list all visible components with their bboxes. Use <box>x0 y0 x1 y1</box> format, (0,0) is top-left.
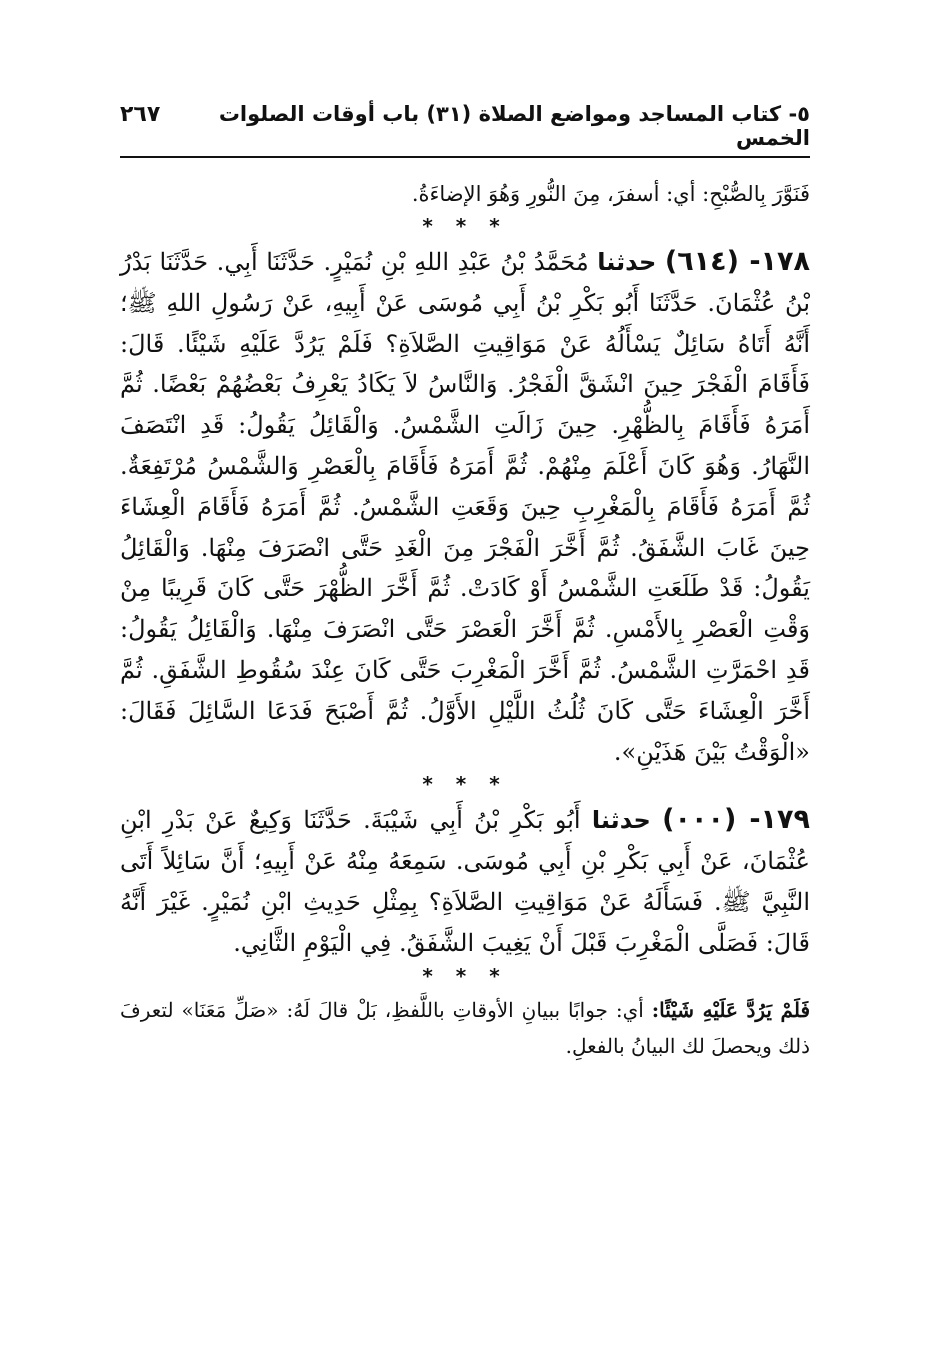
hadith-number: ١٧٩- (٠٠٠) <box>662 804 810 836</box>
hadith-178 <box>120 242 810 772</box>
page-number: ٢٦٧ <box>120 102 161 127</box>
hadith-text: أَبُو بَكْرِ بْنُ أَبِي شَيْبَةَ. حَدَّثَنَا وَكِيعٌ عَنْ بَدْرِ ابْنِ عُثْمَانَ، عَنْ أَبِي بَكْرِ بْنِ أَبِي مُوسَى. سَمِعَهُ مِنْهُ عَنْ أَبِيهِ؛ أَنَّ سَائِلاً أَتَى النَّبِيَّ ﷺ. فَسَأَلَهُ عَنْ مَوَاقِيتِ الصَّلاَةِ؟ بِمِثْلِ حَدِيثِ ابْنِ نُمَيْرٍ. غَيْرَ أَنَّهُ قَالَ: فَصَلَّى الْمَغْرِبَ قَبْلَ أَنْ يَغِيبَ الشَّفَقُ. فِي الْيَوْمِ الثَّانِي. <box>120 806 810 957</box>
footnote-text: أي: جوابًا ببيانِ الأوقاتِ باللَّفظِ، بَلْ قالَ لَهُ: «صَلِّ مَعَنَا» لتعرفَ ذلك ويحصلَ لك البيانُ بالفعلِ. <box>120 997 810 1058</box>
section-separator: * * * <box>422 214 508 238</box>
running-header <box>120 102 810 158</box>
hadith-lead: حدثنا <box>597 248 657 276</box>
hadith-lead: حدثنا <box>591 806 651 835</box>
hadith-number: ١٧٨- (٦١٤) <box>664 246 810 277</box>
hadith-179 <box>120 800 810 963</box>
section-separator: * * * <box>422 772 508 797</box>
chapter-title: ٥- كتاب المساجد ومواضع الصلاة (٣١) باب أوقات الصلوات الخمس <box>218 102 810 150</box>
gloss-note: فَنَوَّرَ بِالصُّبْحِ: أي: أسفرَ، مِنَ النُّورِ وَهُوَ الإضاءَةُ. <box>411 182 810 206</box>
hadith-text: مُحَمَّدُ بْنُ عَبْدِ اللهِ بْنِ نُمَيْرٍ. حَدَّثَنَا أَبِي. حَدَّثَنَا بَدْرُ بْنُ عُثْمَانَ. حَدَّثَنَا أَبُو بَكْرِ بْنُ أَبِي مُوسَى عَنْ أَبِيهِ، عَنْ رَسُولِ اللهِ ﷺ؛ أَنَّهُ أَتَاهُ سَائِلٌ يَسْأَلُهُ عَنْ مَوَاقِيتِ الصَّلاَةِ؟ فَلَمْ يَرُدَّ عَلَيْهِ شَيْئًا. قَالَ: فَأَقَامَ الْفَجْرَ حِينَ انْشَقَّ الْفَجْرُ. وَالنَّاسُ لاَ يَكَادُ يَعْرِفُ بَعْضُهُمْ بَعْضًا. ثُمَّ أَمَرَهُ فَأَقَامَ بِالظُّهْرِ. حِينَ زَالَتِ الشَّمْسُ. وَالْقَائِلُ يَقُولُ: قَدِ انْتَصَفَ النَّهَارُ. وَهُوَ كَانَ أَعْلَمَ مِنْهُمْ. ثُمَّ أَمَرَهُ فَأَقَامَ بِالْعَصْرِ وَالشَّمْسُ مُرْتَفِعَةٌ. ثُمَّ أَمَرَهُ فَأَقَامَ بِالْمَغْرِبِ حِينَ وَقَعَتِ الشَّمْسُ. ثُمَّ أَمَرَهُ فَأَقَامَ الْعِشَاءَ حِينَ غَابَ الشَّفَقُ. ثُمَّ أَخَّرَ الْفَجْرَ مِنَ الْغَدِ حَتَّى انْصَرَفَ مِنْهَا. وَالْقَائِلُ يَقُولُ: قَدْ طَلَعَتِ الشَّمْسُ أَوْ كَادَتْ. ثُمَّ أَخَّرَ الظُّهْرَ حَتَّى كَانَ قَرِيبًا مِنْ وَقْتِ الْعَصْرِ بِالأَمْسِ. ثُمَّ أَخَّرَ الْعَصْرَ حَتَّى انْصَرَفَ مِنْهَا. وَالْقَائِلُ يَقُولُ: قَدِ احْمَرَّتِ الشَّمْسُ. ثُمَّ أَخَّرَ الْمَغْرِبَ حَتَّى كَانَ عِنْدَ سُقُوطِ الشَّفَقِ. ثُمَّ أَخَّرَ الْعِشَاءَ حَتَّى كَانَ ثُلُثُ اللَّيْلِ الأَوَّلُ. ثُمَّ أَصْبَحَ فَدَعَا السَّائِلَ فَقَالَ: «الْوَقْتُ بَيْنَ هَذَيْنِ». <box>120 248 811 766</box>
section-separator: * * * <box>422 963 508 988</box>
book-page <box>120 102 810 1064</box>
footnote-term: فَلَمْ يَرُدَّ عَلَيْهِ شَيْئًا: <box>651 997 811 1022</box>
footnote <box>120 992 810 1064</box>
